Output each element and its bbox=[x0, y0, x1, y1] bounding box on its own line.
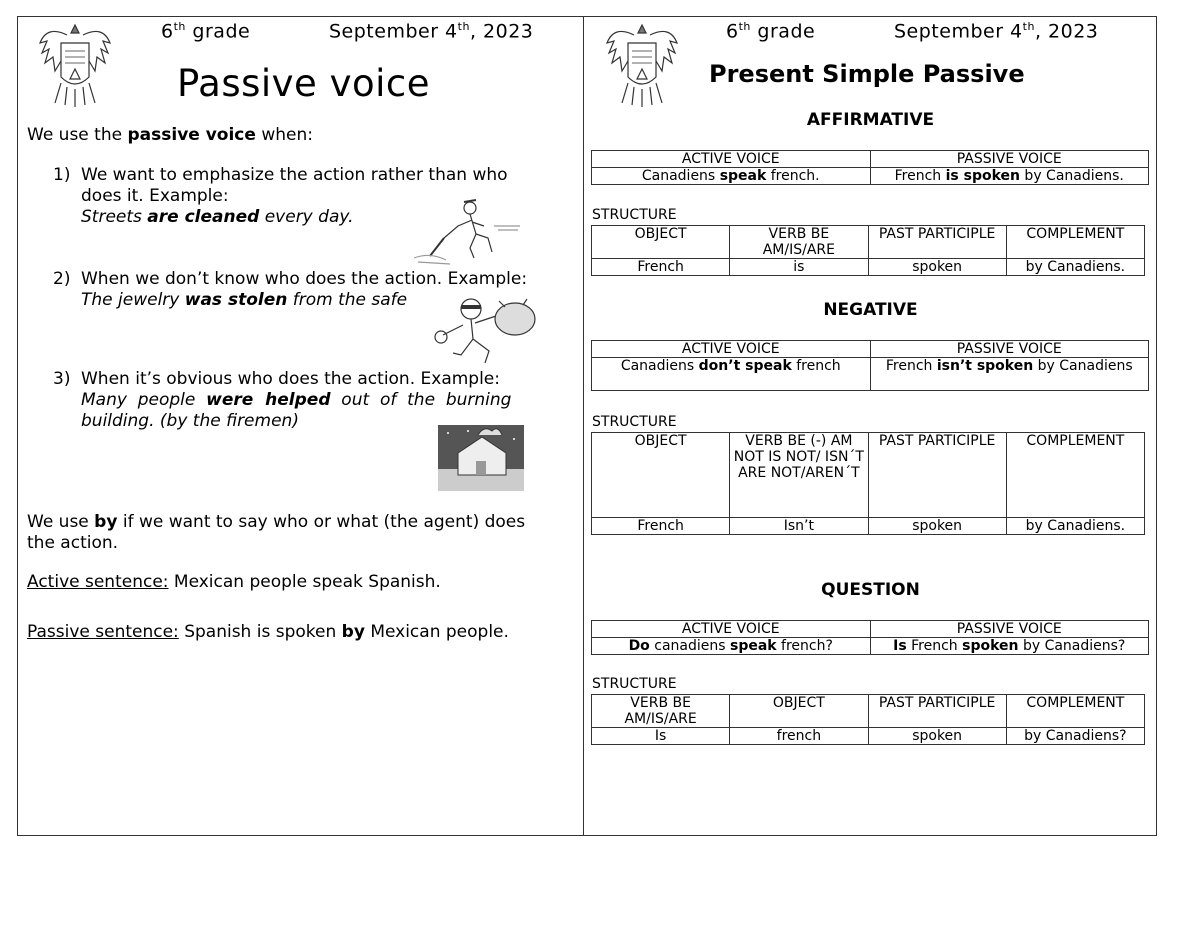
table-cell: French bbox=[592, 518, 730, 535]
table-header: PASSIVE VOICE bbox=[870, 341, 1149, 358]
page-title: Passive voice bbox=[177, 62, 430, 105]
passive-sentence: Passive sentence: Spanish is spoken by Mexican people. bbox=[27, 622, 509, 642]
affirmative-heading: AFFIRMATIVE bbox=[806, 110, 935, 130]
table-cell: Canadiens don’t speak french bbox=[592, 358, 871, 391]
thief-with-sack-icon bbox=[423, 293, 541, 369]
table-header: PASSIVE VOICE bbox=[870, 621, 1149, 638]
table-cell: by Canadiens. bbox=[1006, 518, 1144, 535]
date-label: September 4th, 2023 bbox=[329, 20, 534, 43]
table-cell: Do canadiens speak french? bbox=[592, 638, 871, 655]
question-heading: QUESTION bbox=[821, 580, 920, 600]
agent-text: We use by if we want to say who or what (the agent) does the action. bbox=[27, 512, 526, 553]
table-header: COMPLEMENT bbox=[1006, 695, 1144, 728]
table-header: OBJECT bbox=[730, 695, 868, 728]
burning-house-icon bbox=[438, 425, 524, 491]
table-header: VERB BE (-) AM NOT IS NOT/ ISN´T ARE NOT/AREN´T bbox=[730, 433, 868, 518]
question-structure-table bbox=[591, 694, 1145, 745]
table-header: ACTIVE VOICE bbox=[592, 151, 871, 168]
list-item: We want to emphasize the action rather than who does it. Example: Streets are cleaned every day. bbox=[81, 165, 508, 227]
structure-label: STRUCTURE bbox=[592, 414, 677, 430]
negative-heading: NEGATIVE bbox=[823, 300, 918, 320]
table-cell: is bbox=[730, 259, 868, 276]
table-cell: French bbox=[592, 259, 730, 276]
table-cell: Is French spoken by Canadiens? bbox=[870, 638, 1149, 655]
table-cell: spoken bbox=[868, 259, 1006, 276]
list-number: 2) bbox=[53, 269, 71, 289]
man-sweeping-street-icon bbox=[410, 196, 522, 266]
table-cell: spoken bbox=[868, 728, 1006, 745]
list-number: 1) bbox=[53, 165, 71, 185]
table-cell: by Canadiens. bbox=[1006, 259, 1144, 276]
table-header: VERB BE AM/IS/ARE bbox=[730, 226, 868, 259]
active-sentence: Active sentence: Mexican people speak Spanish. bbox=[27, 572, 441, 592]
table-cell: spoken bbox=[868, 518, 1006, 535]
table-cell: Isn’t bbox=[730, 518, 868, 535]
table-cell: French isn’t spoken by Canadiens bbox=[870, 358, 1149, 391]
intro-text: We use the passive voice when: bbox=[27, 125, 313, 145]
eagle-crest-icon bbox=[37, 21, 113, 109]
table-cell: Canadiens speak french. bbox=[592, 168, 871, 185]
table-header: PASSIVE VOICE bbox=[870, 151, 1149, 168]
table-cell: Is bbox=[592, 728, 730, 745]
table-header: PAST PARTICIPLE bbox=[868, 695, 1006, 728]
grade-label: 6th grade bbox=[161, 20, 251, 43]
question-voice-table bbox=[591, 620, 1149, 655]
list-number: 3) bbox=[53, 369, 71, 389]
table-header: ACTIVE VOICE bbox=[592, 341, 871, 358]
table-cell: french bbox=[730, 728, 868, 745]
section-title: Present Simple Passive bbox=[709, 60, 1025, 88]
left-panel bbox=[17, 16, 583, 836]
list-item: When we don’t know who does the action. Example: The jewelry was stolen from the safe bbox=[81, 269, 528, 310]
table-header: ACTIVE VOICE bbox=[592, 621, 871, 638]
grade-label: 6th grade bbox=[726, 20, 816, 43]
affirmative-voice-table bbox=[591, 150, 1149, 185]
right-panel bbox=[584, 16, 1157, 836]
table-cell: by Canadiens? bbox=[1006, 728, 1144, 745]
eagle-crest-icon bbox=[604, 21, 680, 109]
affirmative-structure-table bbox=[591, 225, 1145, 276]
negative-structure-table bbox=[591, 432, 1145, 535]
table-header: OBJECT bbox=[592, 433, 730, 518]
table-header: COMPLEMENT bbox=[1006, 226, 1144, 259]
table-header: PAST PARTICIPLE bbox=[868, 433, 1006, 518]
structure-label: STRUCTURE bbox=[592, 676, 677, 692]
negative-voice-table bbox=[591, 340, 1149, 391]
table-cell: French is spoken by Canadiens. bbox=[870, 168, 1149, 185]
list-item: When it’s obvious who does the action. Example: Many people were helped out of the burning building. (by the firemen) bbox=[81, 369, 512, 431]
table-header: COMPLEMENT bbox=[1006, 433, 1144, 518]
table-header: OBJECT bbox=[592, 226, 730, 259]
table-header: VERB BE AM/IS/ARE bbox=[592, 695, 730, 728]
date-label: September 4th, 2023 bbox=[894, 20, 1099, 43]
structure-label: STRUCTURE bbox=[592, 207, 677, 223]
table-header: PAST PARTICIPLE bbox=[868, 226, 1006, 259]
